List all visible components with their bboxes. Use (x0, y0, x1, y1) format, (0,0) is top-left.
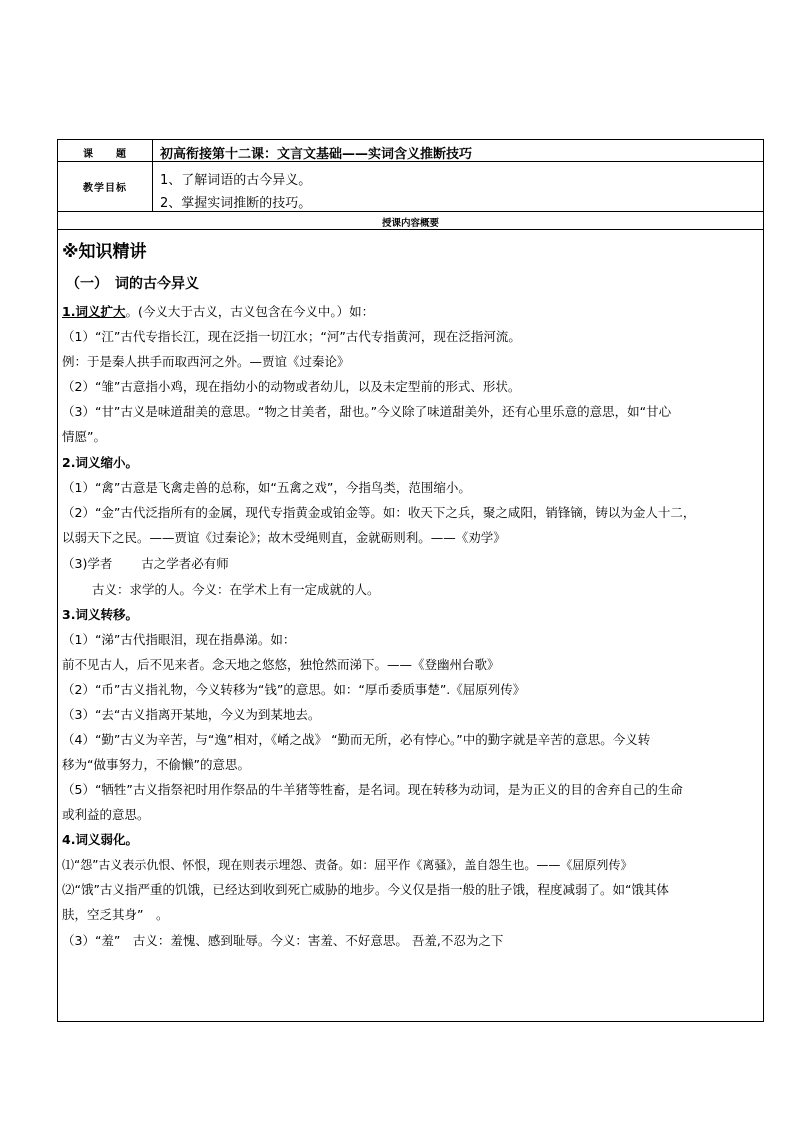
s4-title: 4.词义弱化。 (62, 832, 138, 847)
course-title: 初高衔接第十二课：文言文基础——实词含义推断技巧 (160, 147, 473, 162)
s2-line-3: 以弱天下之民。——贾谊《过秦论》；故木受绳则直，金就砺则利。——《劝学》 (62, 530, 506, 545)
s3-title: 3.词义转移。 (62, 607, 138, 622)
s3-line-6: 移为“做事努力，不偷懒”的意思。 (62, 757, 250, 772)
s2-line-2: （2）“金”古代泛指所有的金属，现代专指黄金或铂金等。如：收天下之兵，聚之咸阳，销锋镝，铸以为金人十二， (62, 505, 696, 520)
s3-line-3: （2）“币”古义指礼物，今义转移为“钱”的意思。如：“厚币委质事楚”.《屈原列传》 (62, 682, 526, 697)
goal-item-2: 2、掌握实词推断的技巧。 (160, 196, 312, 211)
s1-line-2: 例：于是秦人拱手而取西河之外。—贾谊《过秦论》 (62, 354, 350, 369)
s2-line-1: （1）“禽”古意是飞禽走兽的总称，如“五禽之戏”，今指鸟类，范围缩小。 (62, 480, 471, 495)
s1-line-1: （1）“江”古代专指长江，现在泛指一切江水；“河”古代专指黄河，现在泛指河流。 (62, 329, 521, 344)
s4-line-3: 肤，空乏其身” 。 (62, 907, 169, 922)
s3-line-8: 或利益的意思。 (62, 807, 150, 822)
overview-row (58, 212, 763, 230)
knowledge-heading: ※知识精讲 (62, 242, 147, 262)
goals-row (58, 162, 763, 212)
s3-line-7: （5）“牺牲”古义指祭祀时用作祭品的牛羊猪等牲畜，是名词。现在转移为动词，是为正义的目的舍弃自己的生命 (62, 782, 683, 797)
s1-title-label: 1.词义扩大 (62, 304, 126, 319)
s1-line-5: 情愿”。 (62, 429, 106, 444)
goals-label: 教学目标 (83, 183, 127, 194)
s1-title-rest: 。(今义大于古义，古义包含在今义中。）如： (125, 304, 375, 319)
s1-title (62, 304, 757, 320)
overview-label: 授课内容概要 (381, 218, 439, 229)
s1-line-3: （2）“雏”古意指小鸡，现在指幼小的动物或者幼儿，以及未定型前的形式、形状。 (62, 379, 521, 394)
s3-line-2: 前不见古人，后不见来者。念天地之悠悠，独怆然而涕下。——《登幽州台歌》 (62, 657, 500, 672)
s3-line-1: （1）“涕”古代指眼泪，现在指鼻涕。如： (62, 632, 296, 647)
s3-line-4: （3）“去“古义指离开某地，今义为到某地去。 (62, 707, 321, 722)
s2-line-5: 古义：求学的人。今义：在学术上有一定成就的人。 (92, 582, 380, 597)
s1-line-4: （3）“甘”古义是味道甜美的意思。“物之甘美者，甜也。”今义除了味道甜美外，还有心里乐意的意思，如“甘心 (62, 404, 672, 419)
goal-item-1: 1、了解词语的古今异义。 (160, 173, 312, 188)
s4-line-4: （3）“羞” 古义：羞愧、感到耻辱。今义：害羞、不好意思。 吾羞,不忍为之下 (62, 933, 504, 948)
lesson-table (57, 139, 764, 1022)
s2-line-4: （3)学者 古之学者必有师 (62, 556, 229, 571)
course-label: 课 题 (83, 149, 127, 160)
section-heading: （一） 词的古今异义 (66, 276, 199, 292)
s4-line-1: ⑴“怨”古义表示仇恨、怀恨，现在则表示埋怨、责备。如：屈平作《离骚》，盖自怨生也。——《屈原列传》 (62, 858, 633, 872)
content-area (58, 230, 763, 1021)
course-row (58, 140, 763, 162)
s2-title: 2.词义缩小。 (62, 455, 138, 470)
s4-line-2: ⑵“饿”古义指严重的饥饿，已经达到收到死亡威胁的地步。今义仅是指一般的肚子饿，程度减弱了。如“饿其体 (62, 882, 669, 897)
s3-line-5: （4）“勤”古义为辛苦，与“逸”相对，《崤之战》 “勤而无所，必有悖心。”中的勤字就是辛苦的意思。今义转 (62, 732, 651, 747)
